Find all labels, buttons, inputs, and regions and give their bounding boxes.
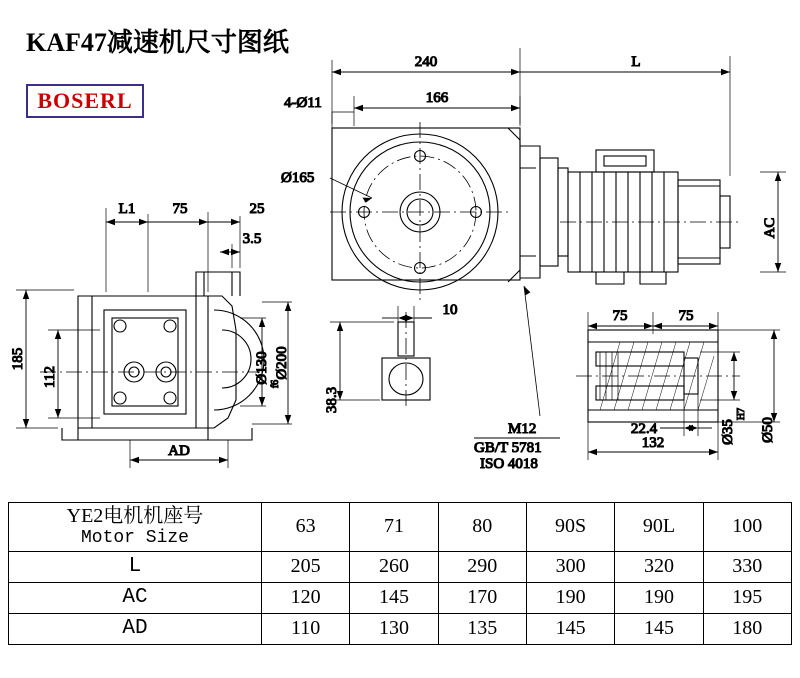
dim-4-holes: 4-Ø11 xyxy=(284,95,322,111)
cell-AC-80: 170 xyxy=(438,582,526,613)
logo-text: BOSERL xyxy=(37,88,133,113)
dim-L-top: L xyxy=(631,54,641,70)
cell-L-100: 330 xyxy=(703,551,791,582)
table-header-en: Motor Size xyxy=(80,528,189,548)
dim-L1: L1 xyxy=(118,201,136,217)
dim-132: 132 xyxy=(641,435,665,451)
table-header-row xyxy=(9,503,792,552)
dim-AC: AC xyxy=(762,217,778,239)
cell-AD-90L: 145 xyxy=(615,613,703,644)
row-label-AC: AC xyxy=(9,582,262,613)
table-col-3: 90S xyxy=(526,503,614,552)
cell-L-80: 290 xyxy=(438,551,526,582)
dim-3-5: 3.5 xyxy=(242,231,262,247)
label-gbt: GB/T 5781 xyxy=(474,440,542,456)
cell-AD-71: 130 xyxy=(350,613,438,644)
cell-AD-63: 110 xyxy=(261,613,349,644)
page-title: KAF47减速机尺寸图纸 xyxy=(26,28,289,57)
dim-185: 185 xyxy=(10,347,26,371)
dim-35-tolerance: H7 xyxy=(736,407,747,421)
table-row xyxy=(9,551,792,582)
cell-AC-100: 195 xyxy=(703,582,791,613)
dim-112: 112 xyxy=(42,366,58,388)
row-label-AD: AD xyxy=(9,613,262,644)
table-col-2: 80 xyxy=(438,503,526,552)
label-iso: ISO 4018 xyxy=(480,456,538,472)
row-label-L: L xyxy=(9,551,262,582)
dim-130-tolerance: f6 xyxy=(270,379,281,389)
dim-AD: AD xyxy=(168,443,190,459)
table-header-cn: YE2电机机座号 xyxy=(66,505,204,527)
table-row xyxy=(9,582,792,613)
cell-L-90S: 300 xyxy=(526,551,614,582)
dim-165: Ø165 xyxy=(281,170,315,186)
cell-AC-90L: 190 xyxy=(615,582,703,613)
table-row xyxy=(9,613,792,644)
dim-240: 240 xyxy=(414,54,438,70)
dim-200: Ø200 xyxy=(274,346,290,380)
dim-166: 166 xyxy=(425,90,449,106)
label-M12: M12 xyxy=(508,421,537,437)
table-col-0: 63 xyxy=(261,503,349,552)
motor-size-table xyxy=(8,502,792,645)
table-col-1: 71 xyxy=(350,503,438,552)
dim-75-b: 75 xyxy=(678,308,694,324)
dim-75-a: 75 xyxy=(612,308,628,324)
cell-AC-90S: 190 xyxy=(526,582,614,613)
cell-L-90L: 320 xyxy=(615,551,703,582)
cell-AC-71: 145 xyxy=(350,582,438,613)
cell-AD-90S: 145 xyxy=(526,613,614,644)
table-header-label xyxy=(9,503,262,552)
cell-AD-80: 135 xyxy=(438,613,526,644)
table-col-4: 90L xyxy=(615,503,703,552)
cell-L-71: 260 xyxy=(350,551,438,582)
table-col-5: 100 xyxy=(703,503,791,552)
cell-AC-63: 120 xyxy=(261,582,349,613)
dim-10: 10 xyxy=(442,302,458,318)
dim-25: 25 xyxy=(249,201,265,217)
dim-75-left: 75 xyxy=(172,201,188,217)
dim-50: Ø50 xyxy=(760,417,776,443)
dim-22-4: 22.4 xyxy=(630,421,658,437)
dim-130: Ø130 xyxy=(254,351,270,385)
cell-L-63: 205 xyxy=(261,551,349,582)
dim-35: Ø35 xyxy=(720,419,736,445)
dim-38-3: 38.3 xyxy=(324,386,340,414)
cell-AD-100: 180 xyxy=(703,613,791,644)
